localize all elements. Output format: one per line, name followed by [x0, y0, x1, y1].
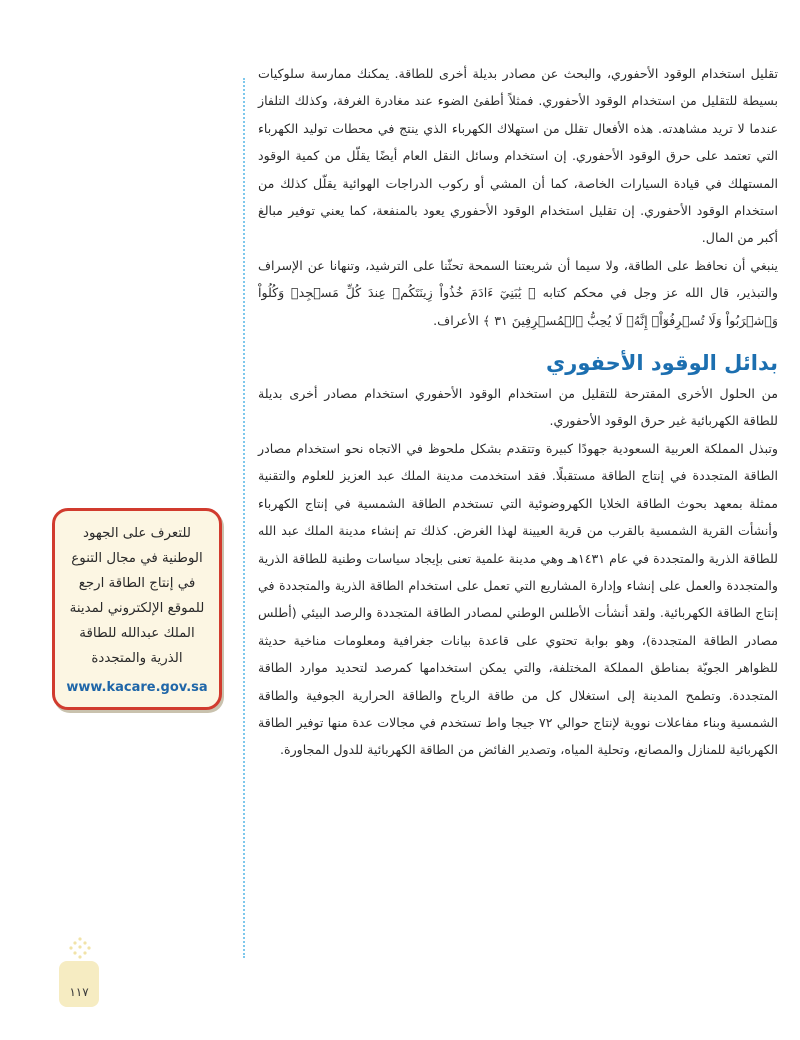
- page-number: ١١٧: [69, 985, 89, 999]
- section-title: بدائل الوقود الأحفوري: [546, 351, 778, 376]
- alt-paragraph-1: من الحلول الأخرى المقترحة للتقليل من استخدام الوقود الأحفوري استخدام مصادر أخرى بديلة للطاقة الكهربائية غير حرق الوقود الأحفوري.: [258, 386, 778, 429]
- column-divider: [243, 78, 245, 958]
- sidebox-text: للتعرف على الجهود الوطنية في مجال التنوع في إنتاج الطاقة ارجع للموقع الإلكتروني لمدينة الملك عبدالله للطاقة الذرية والمتجددة: [69, 526, 205, 666]
- page-number-badge: [55, 935, 105, 1013]
- alt-paragraph-2: وتبذل المملكة العربية السعودية جهودًا كبيرة وتتقدم بشكل ملحوظ في الاتجاه نحو استخدام مصادر الطاقة المتجددة في إنتاج الطاقة مستقبلًا. فقد استخدمت مدينة الملك عبد العزيز للعلوم والتقنية ممثلة بمعهد بحوث الطاقة الخلايا الكهروضوئية التي تستخدم الطاقة الشمسية في إنتاج الكهرباء وأنشأت القرية الشمسية بالقرب من قرية العيينة لهذا الغرض. كذلك تم إنشاء مدينة الملك عبد الله للطاقة الذرية والمتجددة في عام ١٤٣١هـ وهي مدينة علمية تعنى بإيجاد سياسات وطنية للطاقة الذرية والمتجددة والعمل على إنشاء وإدارة المشاريع التي تعمل على استخدام الطاقة الذرية والمتجددة في إنتاج الطاقة الكهربائية. ولقد أنشأت الأطلس الوطني لمصادر الطاقة المتجددة والرصد البيئي (أطلس مصادر الطاقة المتجددة)، وهو بوابة تحتوي على قاعدة بيانات جغرافية ومعلومات مناخية حديثة للظواهر الجويّة بمناطق المملكة المختلفة، والتي يمكن استخدامها كمرصد لتحديد موارد الطاقة المتجددة. وتطمح المدينة إلى استغلال كل من طاقة الرياح والطاقة الحرارية الجوفية والطاقة الشمسية وبناء مفاعلات نووية لإنتاج حوالي ٧٢ جيجا واط تستخدم في مجالات عدة منها توفير الطاقة الكهربائية للمنازل والمصانع، وتحلية المياه، وتصدير الفائض من الطاقة الكهربائية للدول المجاورة.: [258, 440, 779, 758]
- info-sidebox: [52, 508, 222, 710]
- quran-paragraph: ينبغي أن نحافظ على الطاقة، ولا سيما أن شريعتنا السمحة تحثّنا على الترشيد، وتنهانا عن الإسراف والتبذير، قال الله عز وجل في محكم كتابه ﴿ يَٰبَنِيٓ ءَادَمَ خُذُواْ زِينَتَكُمۡ عِندَ كُلِّ مَسۡجِدٖ وَكُلُواْ وَٱشۡرَبُواْ وَلَا تُسۡرِفُوٓاْۚ إِنَّهُۥ لَا يُحِبُّ ٱلۡمُسۡرِفِينَ ٣١ ﴾ الأعراف.: [258, 257, 778, 328]
- intro-paragraph: تقليل استخدام الوقود الأحفوري، والبحث عن مصادر بديلة أخرى للطاقة. يمكنك ممارسة سلوكيات بسيطة للتقليل من استخدام الوقود الأحفوري. فمثلاً أطفئ الضوء عند مغادرة الغرفة، وكذلك التلفاز عندما لا تريد مشاهدته. هذه الأفعال تقلل من استهلاك الكهرباء الذي ينتج في محطات توليد الكهرباء التي تعتمد على حرق الوقود الأحفوري. إن استخدام وسائل النقل العام أيضًا يقلّل من كمية الوقود المستهلك في قيادة السيارات الخاصة، كما أن المشي أو ركوب الدراجات الهوائية يقلّل كذلك من استخدام الوقود الأحفوري. إن تقليل استخدام الوقود الأحفوري يعود بالمنفعة، كما يعني توفير مبالغ أكبر من المال.: [258, 66, 778, 246]
- sidebox-url-link[interactable]: www.kacare.gov.sa: [66, 680, 208, 695]
- main-text-column: [258, 60, 778, 764]
